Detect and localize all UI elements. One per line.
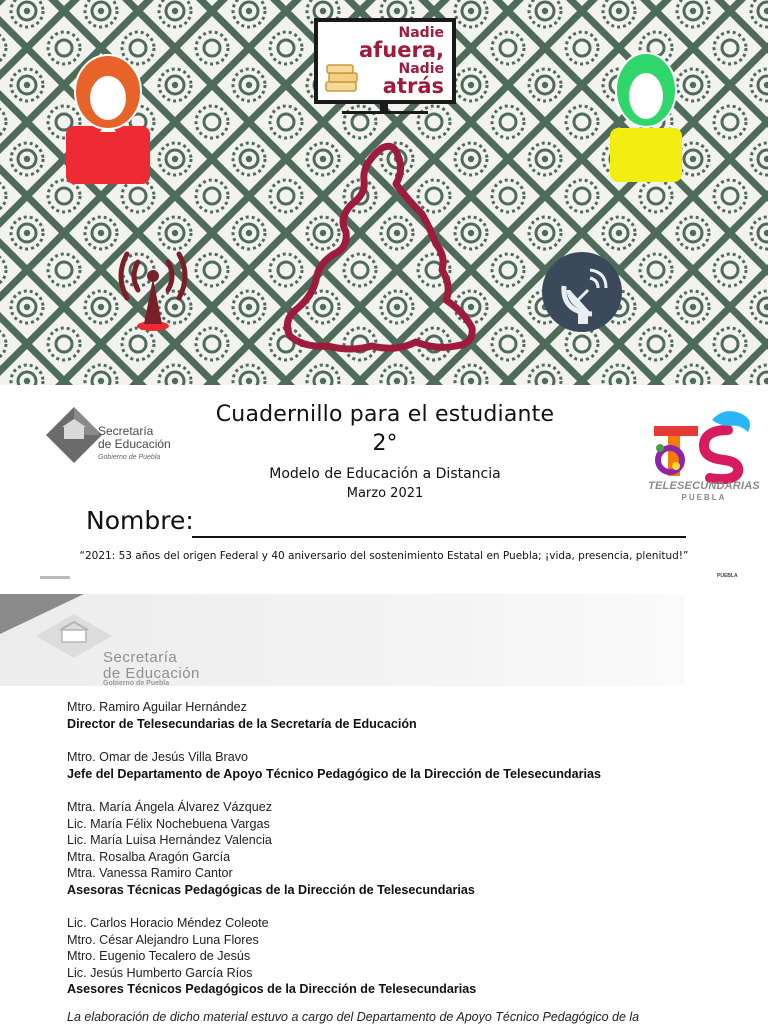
credit-name: Lic. Carlos Horacio Méndez Coleote <box>67 916 269 930</box>
credit-name: Lic. María Luisa Hernández Valencia <box>67 833 272 847</box>
credit-role: Asesores Técnicos Pedagógicos de la Dirección de Telesecundarias <box>67 982 477 996</box>
cover-date: Marzo 2021 <box>346 486 424 501</box>
cover-title: Cuadernillo para el estudiante <box>215 402 555 427</box>
radio-tower-icon <box>112 248 194 334</box>
credit-name: Mtro. César Alejandro Luna Flores <box>67 932 259 947</box>
books-icon <box>324 64 360 94</box>
tv-stand <box>342 104 428 114</box>
cover-title-block <box>180 402 590 501</box>
puebla-map-outline-icon <box>276 140 482 358</box>
credit-role: Director de Telesecundarias de la Secretaría de Educación <box>67 716 417 731</box>
header-logo-line-1: Secretaría <box>103 649 178 666</box>
sep-diamond-icon <box>44 405 104 469</box>
credit-name: Mtra. Rosalba Aragón García <box>67 849 231 864</box>
slogan-line-2: afuera, <box>358 38 444 62</box>
student-girl-right-icon <box>604 50 688 184</box>
sep-logo-line-2: de Educación <box>98 437 171 452</box>
sep-logo-subtitle: Gobierno de Puebla <box>98 454 161 461</box>
name-label: Nombre: <box>86 506 194 535</box>
credit-name: Mtro. Omar de Jesús Villa Bravo <box>67 750 249 764</box>
tv-screen <box>314 18 456 104</box>
cover-grade: 2° <box>372 431 398 456</box>
slogan-line-4: atrás <box>382 74 444 98</box>
credit-role: Asesoras Técnicas Pedagógicas de la Dirección de Telesecundarias <box>67 882 475 897</box>
secretaria-educacion-logo <box>44 405 174 473</box>
cover-model: Modelo de Educación a Distancia <box>269 466 501 482</box>
slogan-line-3: Nadie <box>398 61 444 77</box>
header-logo-text <box>103 650 200 682</box>
credit-role: Jefe del Departamento de Apoyo Técnico Pedagógico de la Dirección de Telesecundarias <box>67 766 601 781</box>
telesecundarias-logo-text: TELESECUNDARIAS <box>648 480 760 492</box>
header-logo-line-2: de Educación <box>103 664 200 682</box>
footer-note: La elaboración de dicho material estuvo a cargo del Departamento de Apoyo Técnico Pedagógico de la <box>67 1010 640 1024</box>
credit-name: Mtro. Ramiro Aguilar Hernández <box>67 700 247 714</box>
sep-logo-line-1: Secretaría <box>98 424 154 438</box>
credit-name: Mtra. María Ángela Álvarez Vázquez <box>67 800 273 814</box>
cover-divider-mark <box>40 576 70 579</box>
cover-banner <box>0 0 768 385</box>
credit-name: Lic. María Félix Nochebuena Vargas <box>67 816 270 831</box>
puebla-tag: PUEBLA <box>717 573 738 579</box>
credit-name: Mtro. Eugenio Tecalero de Jesús <box>67 949 251 963</box>
institutional-motto: “2021: 53 años del origen Federal y 40 aniversario del sostenimiento Estatal en Puebla; ¡vida, presencia, plenitud!” <box>79 550 689 562</box>
slogan-text <box>359 26 444 97</box>
credit-name: Lic. Jesús Humberto García Ríos <box>67 965 253 980</box>
tv-slogan-logo <box>314 18 456 116</box>
slogan-line-1: Nadie <box>398 25 444 41</box>
header-logo-subtitle: Gobierno de Puebla <box>103 680 170 687</box>
credit-name: Mtra. Vanessa Ramiro Cantor <box>67 866 233 880</box>
sep-logo-text <box>98 425 171 451</box>
satellite-dish-icon <box>540 250 624 334</box>
credits-list <box>67 699 707 998</box>
student-girl-left-icon <box>62 50 154 186</box>
name-write-line[interactable] <box>192 536 686 538</box>
sep-header-diamond-icon <box>34 612 114 660</box>
telesecundarias-logo-subtitle: PUEBLA <box>681 493 727 502</box>
